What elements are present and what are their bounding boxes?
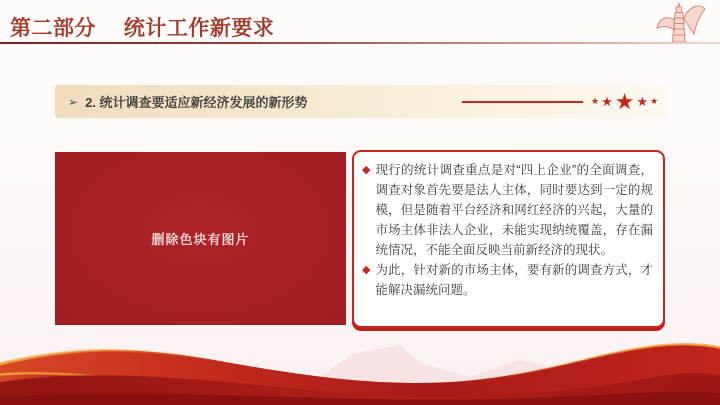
page-title: 第二部分 统计工作新要求	[10, 17, 275, 40]
list-item	[362, 260, 653, 300]
star-icon: ★	[591, 96, 600, 106]
star-divider-line	[462, 101, 583, 103]
bullet-text: 为此，针对新的市场主体，要有新的调查方式，才能解决漏统问题。	[375, 263, 653, 297]
star-icon: ★	[636, 93, 649, 109]
image-placeholder-label: 删除色块有图片	[151, 232, 250, 247]
star-decoration	[591, 85, 658, 118]
image-placeholder-block	[55, 152, 346, 325]
list-item	[362, 160, 653, 260]
star-icon: ★	[614, 88, 635, 114]
diamond-icon: ◆	[362, 164, 371, 176]
pagoda-ribbon-icon	[650, 2, 706, 42]
bullet-text: 现行的统计调查重点是对“四上企业”的全面调查，调查对象首先要是法人主体，同时要达到一定的规模，但是随着平台经济和网红经济的兴起，大量的市场主体非法人企业，未能实现纳统覆盖，存在漏统情况，不能全面反映当前新经济的现状。	[375, 163, 653, 257]
section-subtitle-bar	[55, 85, 667, 118]
diamond-icon: ◆	[362, 264, 371, 276]
section-subtitle-label: 2. 统计调查要适应新经济发展的新形势	[85, 95, 308, 110]
header-divider	[0, 42, 720, 44]
star-icon: ★	[650, 96, 659, 106]
ribbon-mountains-decoration	[0, 333, 720, 405]
content-box	[352, 150, 665, 328]
arrowhead-icon: ➢	[68, 94, 79, 109]
star-icon: ★	[601, 93, 613, 109]
